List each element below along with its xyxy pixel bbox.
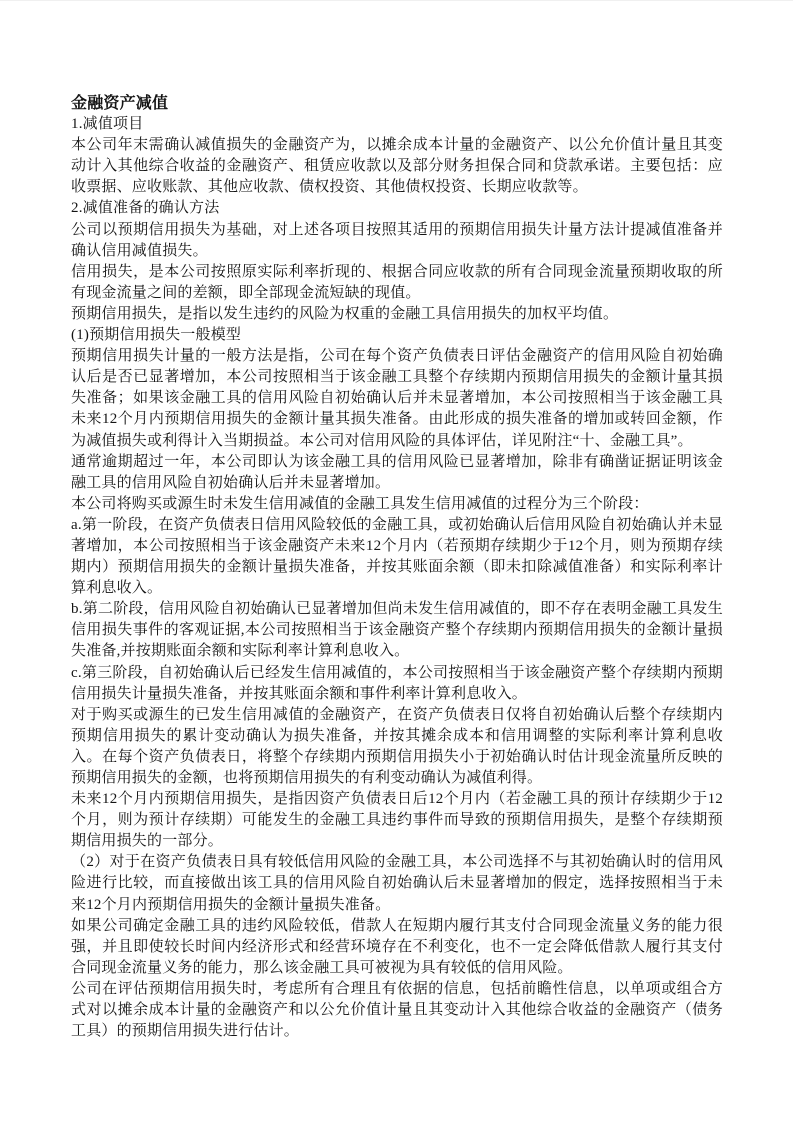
document-content xyxy=(71,93,723,1042)
paragraph: 2.减值准备的确认方法 xyxy=(71,200,220,217)
paragraph: 公司在评估预期信用损失时，考虑所有合理且有依据的信息，包括前瞻性信息，以单项或组合方式对以摊余成本计量的金融资产和以公允价值计量且其变动计入其他综合收益的金融资产（债务工具）的预期信用损失进行估计。 xyxy=(71,980,723,1040)
paragraph: 信用损失，是本公司按照原实际利率折现的、根据合同应收款的所有合同现金流量预期收取的所有现金流量之间的差额，即全部现金流短缺的现值。 xyxy=(71,263,723,301)
paragraph: 对于购买或源生的已发生信用减值的金融资产，在资产负债表日仅将自初始确认后整个存续期内预期信用损失的累计变动确认为损失准备，并按其摊余成本和信用调整的实际利率计算利息收入。在每个资产负债表日，将整个存续期内预期信用损失小于初始确认时估计现金流量所反映的预期信用损失的金额，也将预期信用损失的有利变动确认为减值利得。 xyxy=(71,706,723,786)
paragraph: a.第一阶段，在资产负债表日信用风险较低的金融工具，或初始确认后信用风险自初始确认并未显著增加，本公司按照相当于该金融资产未来12个月内（若预期存续期少于12个月，则为预期存续期内）预期信用损失的金额计量损失准备，并按其账面余额（即未扣除减值准备）和实际利率计算利息收入。 xyxy=(71,516,723,597)
paragraph: 预期信用损失，是指以发生违约的风险为权重的金融工具信用损失的加权平均值。 xyxy=(71,305,619,322)
paragraph: 预期信用损失计量的一般方法是指，公司在每个资产负债表日评估金融资产的信用风险自初始确认后是否已显著增加，本公司按照相当于该金融工具整个存续期内预期信用损失的金额计量其损失准备；如果该金融工具的信用风险自初始确认后并未显著增加，本公司按照相当于该金融工具未来12个月内预期信用损失的金额计量其损失准备。由此形成的损失准备的增加或转回金额，作为减值损失或利得计入当期损益。本公司对信用风险的具体评估，详见附注“十、金融工具”。 xyxy=(71,348,723,449)
paragraph: （2）对于在资产负债表日具有较低信用风险的金融工具，本公司选择不与其初始确认时的信用风险进行比较，而直接做出该工具的信用风险自初始确认后未显著增加的假定，选择按照相当于未来12个月内预期信用损失的金额计量损失准备。 xyxy=(71,854,723,913)
paragraph: 通常逾期超过一年，本公司即认为该金融工具的信用风险已显著增加，除非有确凿证据证明该金融工具的信用风险自初始确认后并未显著增加。 xyxy=(71,453,723,491)
paragraph: 未来12个月内预期信用损失，是指因资产负债表日后12个月内（若金融工具的预计存续期少于12个月，则为预计存续期）可能发生的金融工具违约事件而导致的预期信用损失，是整个存续期预期信用损失的一部分。 xyxy=(71,791,723,850)
paragraph: c.第三阶段，自初始确认后已经发生信用减值的，本公司按照相当于该金融资产整个存续期内预期信用损失计量损失准备，并按其账面余额和事件利率计算利息收入。 xyxy=(71,664,723,702)
document-body xyxy=(71,114,723,1042)
paragraph: 本公司将购买或源生时未发生信用减值的金融工具发生信用减值的过程分为三个阶段： xyxy=(71,495,649,512)
paragraph: 公司以预期信用损失为基础，对上述各项目按照其适用的预期信用损失计量方法计提减值准备并确认信用减值损失。 xyxy=(71,221,723,259)
paragraph: 本公司年末需确认减值损失的金融资产为，以摊余成本计量的金融资产、以公允价值计量且其变动计入其他综合收益的金融资产、租赁应收款以及部分财务担保合同和贷款承诺。主要包括：应收票据、应收账款、其他应收款、债权投资、其他债权投资、长期应收款等。 xyxy=(71,137,723,196)
paragraph: 1.减值项目 xyxy=(71,116,144,133)
document-title: 金融资产减值 xyxy=(71,95,169,112)
paragraph: b.第二阶段，信用风险自初始确认已显著增加但尚未发生信用减值的，即不存在表明金融工具发生信用损失事件的客观证据,本公司按照相当于该金融资产整个存续期内预期信用损失的金额计量损失准备,并按期账面余额和实际利率计算利息收入。 xyxy=(71,601,723,660)
paragraph: 如果公司确定金融工具的违约风险较低，借款人在短期内履行其支付合同现金流量义务的能力很强，并且即使较长时间内经济形式和经营环境存在不利变化，也不一定会降低借款人履行其支付合同现金流量义务的能力，那么该金融工具可被视为具有较低的信用风险。 xyxy=(71,917,723,976)
paragraph: (1)预期信用损失一般模型 xyxy=(71,327,242,344)
